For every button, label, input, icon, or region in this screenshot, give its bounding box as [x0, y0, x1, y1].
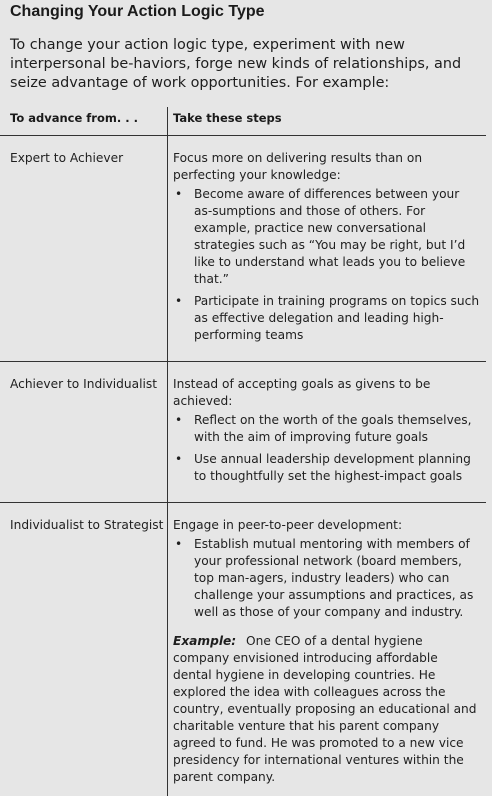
row-lead-text: Instead of accepting goals as givens to be achieved: [173, 376, 480, 410]
table-row [0, 503, 486, 796]
list-item [173, 186, 480, 288]
row-steps-cell [168, 503, 487, 796]
bullet-icon: • [175, 451, 182, 468]
row-steps-cell [168, 136, 487, 362]
steps-list [173, 536, 480, 621]
box-title: Changing Your Action Logic Type [10, 2, 492, 22]
list-item [173, 536, 480, 621]
example-label: Example: [173, 634, 236, 648]
intro-paragraph: To change your action logic type, experiment with new interpersonal be-haviors, forge new kinds of relationships, and seize advantage of work opportunities. For example: [10, 36, 484, 93]
example-paragraph [173, 633, 480, 786]
list-item-text: Use annual leadership development planning to thoughtfully set the highest-impact goals [194, 452, 471, 483]
bullet-icon: • [175, 186, 182, 203]
list-item [173, 293, 480, 344]
header-take-steps: Take these steps [168, 107, 487, 136]
row-stage-label: Expert to Achiever [0, 136, 168, 362]
steps-list [173, 186, 480, 344]
list-item-text: Reflect on the worth of the goals themselves, with the aim of improving future goals [194, 413, 472, 444]
list-item [173, 412, 480, 446]
table-row [0, 362, 486, 503]
table-header-row [0, 107, 486, 136]
list-item [173, 451, 480, 485]
steps-list [173, 412, 480, 485]
list-item-text: Become aware of differences between your as-sumptions and those of others. For example, practice new conversational strategies such as “You may be right, but I’d like to understand what leads you to believe that.” [194, 187, 465, 286]
row-lead-text: Focus more on delivering results than on perfecting your knowledge: [173, 150, 480, 184]
header-advance-from: To advance from. . . [0, 107, 168, 136]
bullet-icon: • [175, 293, 182, 310]
table-row [0, 136, 486, 362]
steps-table [0, 107, 486, 796]
row-stage-label: Achiever to Individualist [0, 362, 168, 503]
bullet-icon: • [175, 412, 182, 429]
example-text: One CEO of a dental hygiene company envisioned introducing affordable dental hygiene in developing countries. He explored the idea with colleagues across the country, eventually proposing an educational and charitable venture that his parent company agreed to fund. He was promoted to a new vice presidency for international ventures within the parent company. [173, 634, 477, 784]
row-lead-text: Engage in peer-to-peer development: [173, 517, 480, 534]
list-item-text: Establish mutual mentoring with members of your professional network (board members, top man-agers, industry leaders) who can challenge your assumptions and practices, as well as those of your company and industry. [194, 537, 473, 619]
list-item-text: Participate in training programs on topics such as effective delegation and leading high-performing teams [194, 294, 479, 342]
row-stage-label: Individualist to Strategist [0, 503, 168, 796]
bullet-icon: • [175, 536, 182, 553]
row-steps-cell [168, 362, 487, 503]
